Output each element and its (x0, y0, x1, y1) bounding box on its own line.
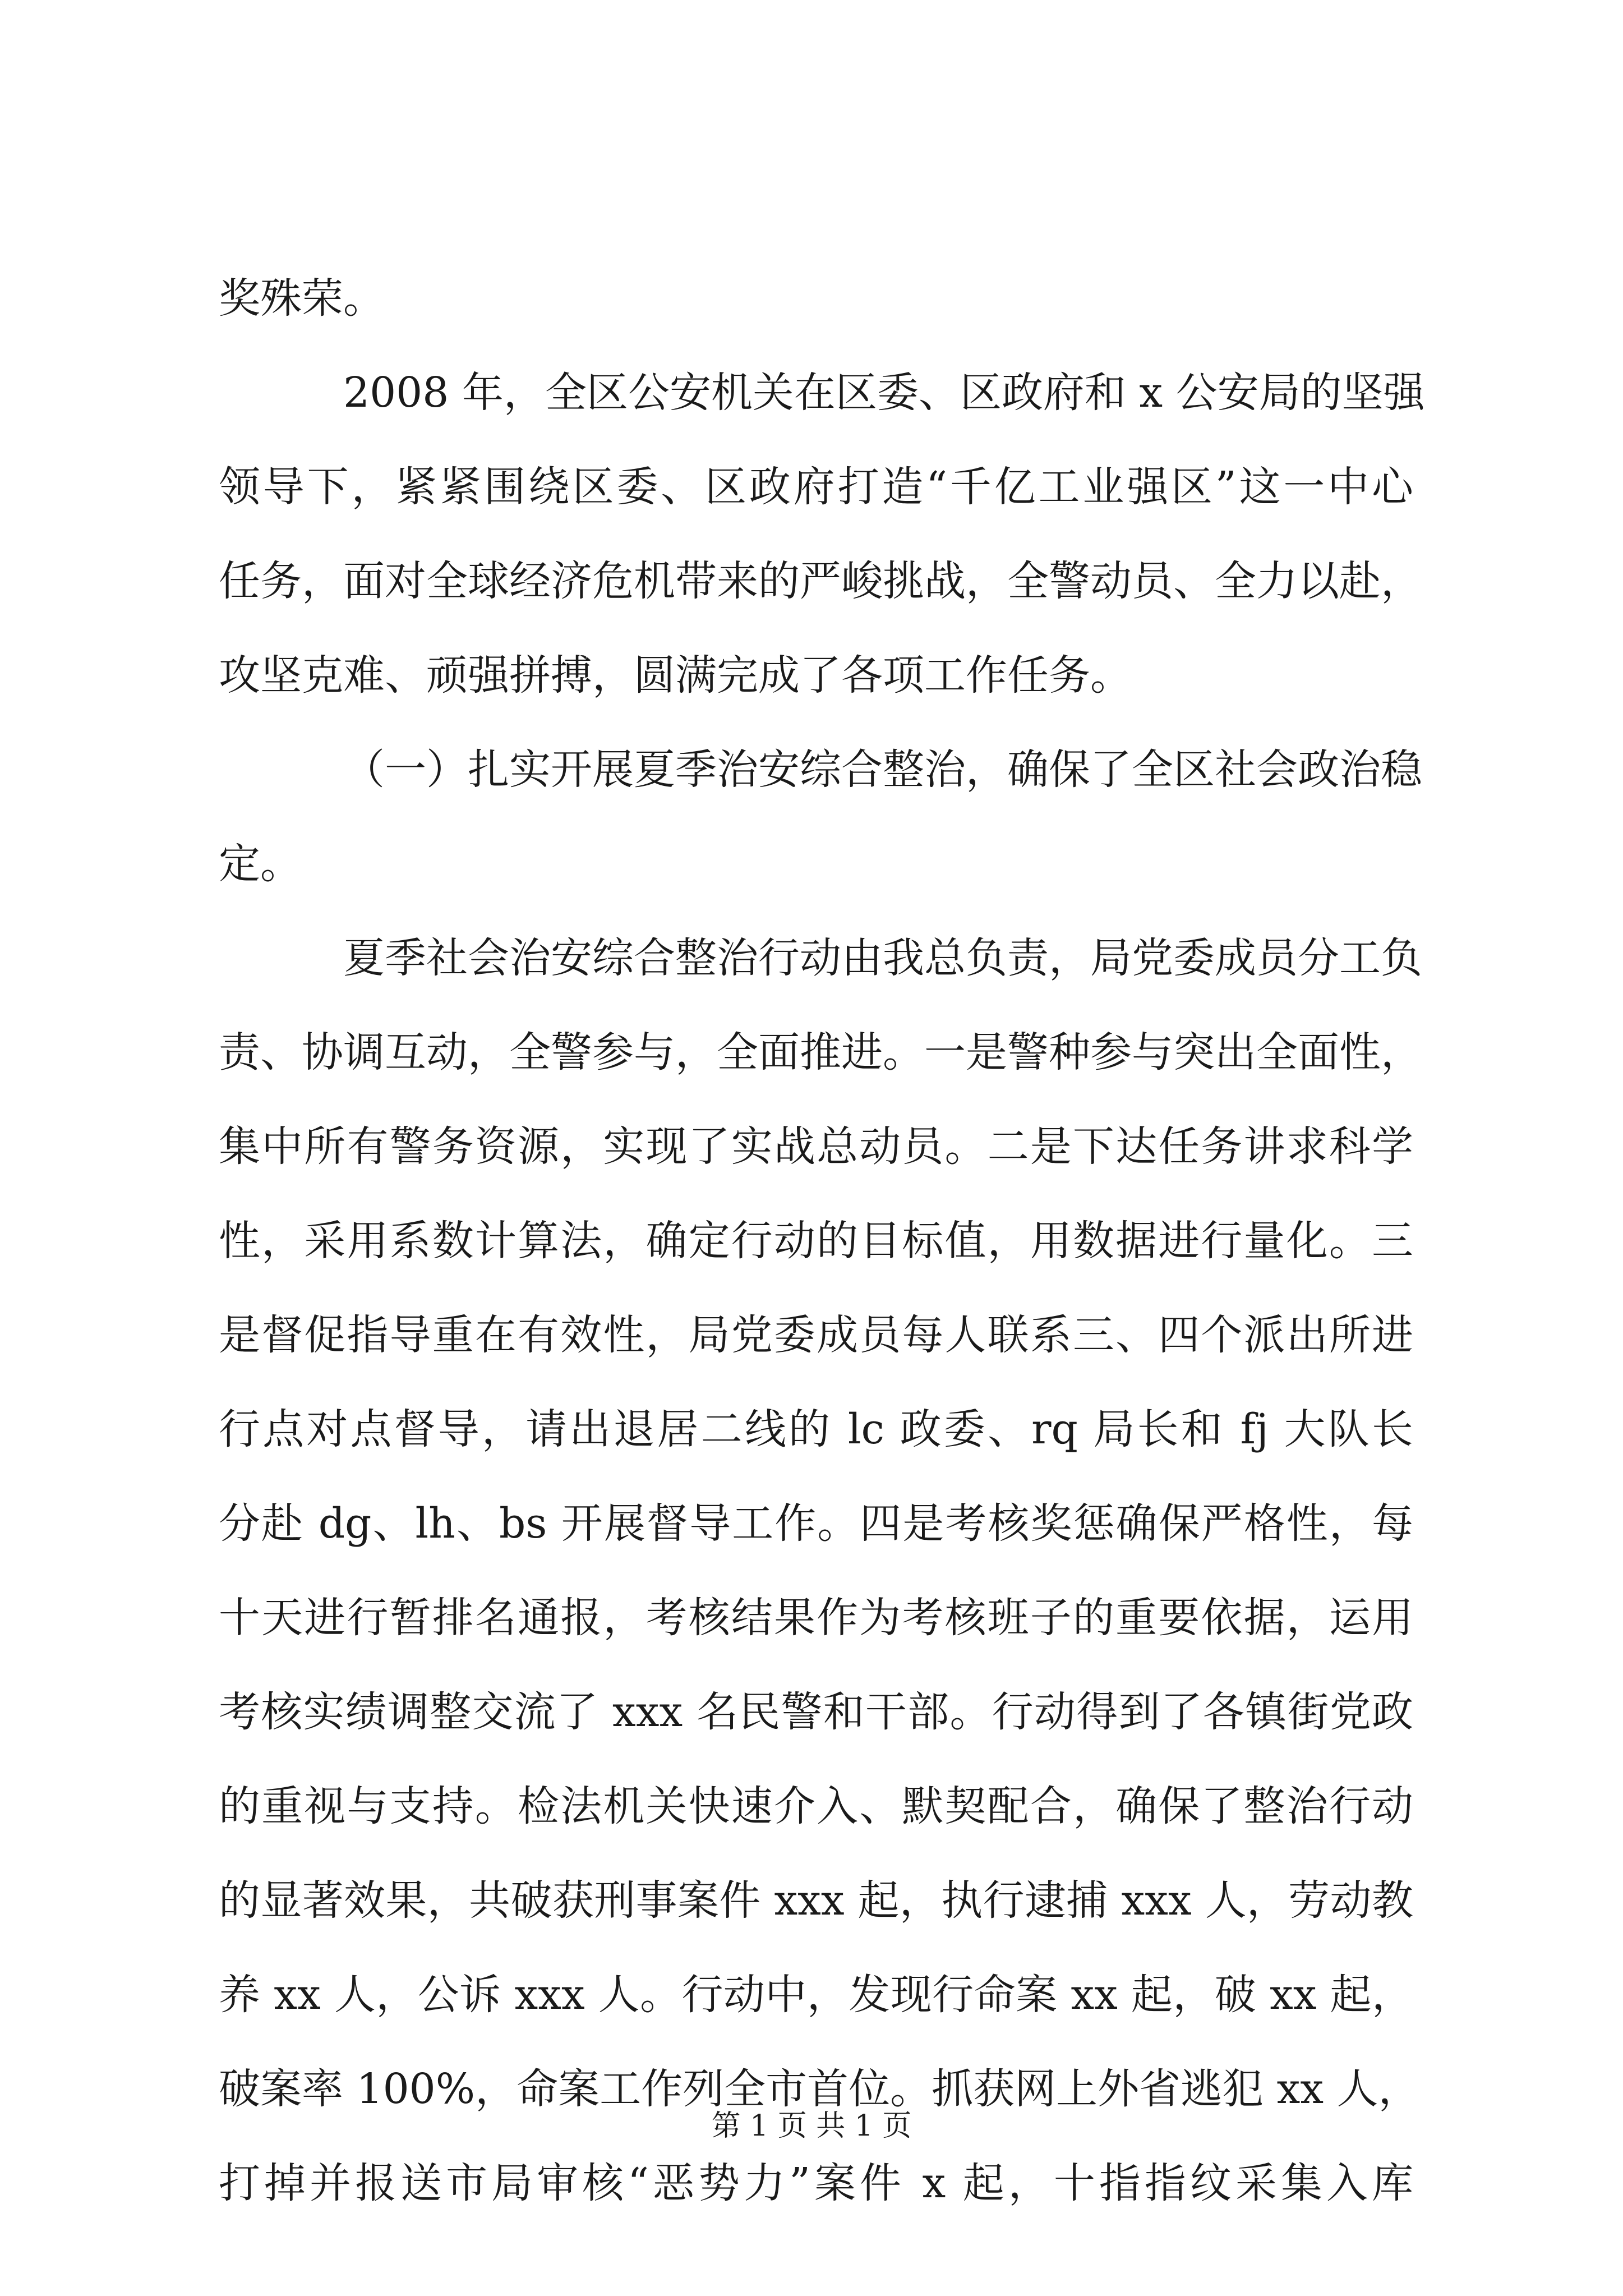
text-line: 养 xx 人，公诉 xxx 人。行动中，发现行命案 xx 起，破 xx 起， (219, 1971, 1413, 2019)
text-line: 考核实绩调整交流了 xxx 名民警和干部。行动得到了各镇街党政 (219, 1688, 1413, 1736)
text-line: 奖殊荣。 (219, 274, 385, 323)
text-line: 定。 (219, 840, 302, 888)
text-line: 夏季社会治安综合整治行动由我总负责，局党委成员分工负 (343, 934, 1422, 982)
text-line: 破案率 100%，命案工作列全市首位。抓获网上外省逃犯 xx 人， (219, 2065, 1420, 2113)
text-line: 十天进行暂排名通报，考核结果作为考核班子的重要依据，运用 (219, 1594, 1413, 1642)
text-line: 责、协调互动，全警参与，全面推进。一是警种参与突出全面性， (219, 1028, 1422, 1076)
text-line: 的重视与支持。检法机关快速介入、默契配合，确保了整治行动 (219, 1782, 1413, 1830)
text-line: （一）扎实开展夏季治安综合整治，确保了全区社会政治稳 (343, 746, 1422, 794)
text-line: 打掉并报送市局审核“恶势力”案件 x 起，十指指纹采集入库 (219, 2159, 1413, 2207)
text-line: 行点对点督导，请出退居二线的 lc 政委、rq 局长和 fj 大队长 (219, 1405, 1413, 1453)
text-line: 集中所有警务资源，实现了实战总动员。二是下达任务讲求科学 (219, 1122, 1413, 1171)
page-footer: 第 1 页 共 1 页 (711, 2109, 912, 2143)
text-line: 任务，面对全球经济危机带来的严峻挑战，全警动员、全力以赴， (219, 557, 1422, 605)
text-line: 的显著效果，共破获刑事案件 xxx 起，执行逮捕 xxx 人，劳动教 (219, 1876, 1413, 1925)
text-line: 分赴 dg、lh、bs 开展督导工作。四是考核奖惩确保严格性，每 (219, 1499, 1413, 1548)
text-line: 领导下，紧紧围绕区委、区政府打造“千亿工业强区”这一中心 (219, 463, 1413, 511)
text-line: 性，采用系数计算法，确定行动的目标值，用数据进行量化。三 (219, 1217, 1413, 1265)
document-body (219, 251, 1425, 2230)
text-line: 是督促指导重在有效性，局党委成员每人联系三、四个派出所进 (219, 1311, 1413, 1359)
text-line: 2008 年，全区公安机关在区委、区政府和 x 公安局的坚强 (343, 369, 1425, 417)
text-line: 攻坚克难、顽强拼搏，圆满完成了各项工作任务。 (219, 651, 1132, 700)
